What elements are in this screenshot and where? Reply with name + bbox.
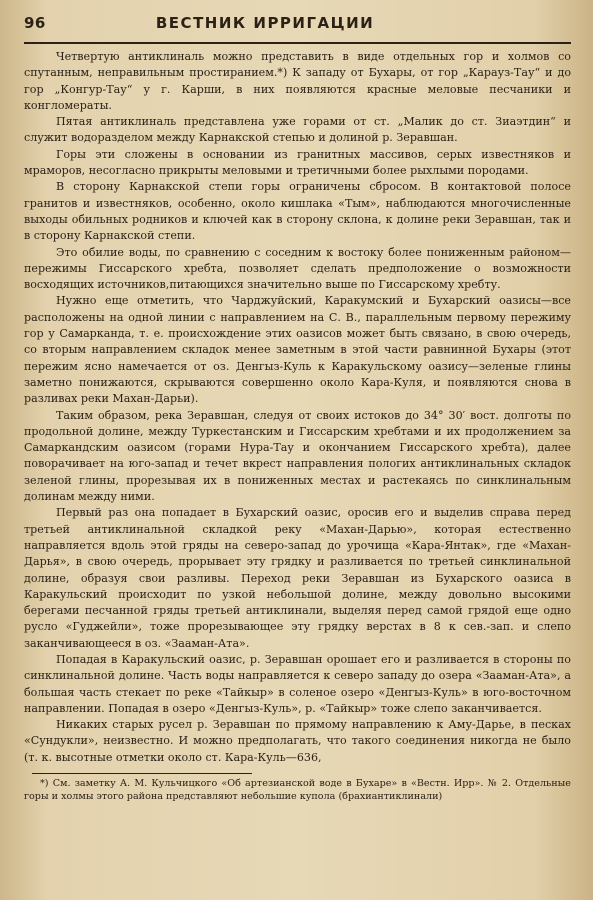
- paragraph: Первый раз она попадает в Бухарский оазис, оросив его и выделив справа перед третьей антиклинальной складкой реку «Махан-Дарью», которая естественно направляется вдоль этой гряды на северо-запад до урочища «Кара-Янтак», где «Махан-Дарья», в свою очередь, прорывает эту грядку и разливается по третьей синклинальной долине, образуя свои разливы. Переход реки Зеравшан из Бухарского оазиса в Каракульский происходит по узкой небольшой долине, между довольно высокими берегами песчанной гряды третьей антиклинали, выделяя перед самой грядой еще одно русло «Гуджейли», тоже прорезывающее эту грядку верстах в 8 к сев.-зап. и слепо заканчивающееся в оз. «Зааман-Ата».: [24, 506, 571, 650]
- paragraph: В сторону Карнакской степи горы ограничены сбросом. В контактовой полосе гранитов и известняков, особенно, около кишлака «Тым», наблюдаются многочисленные выходы обильных родников и ключей как в сторону склона, к долине реки Зеравшан, так и в сторону Карнакской степи.: [24, 180, 571, 243]
- article-body: [24, 49, 571, 766]
- paragraph: Пятая антиклиналь представлена уже горами от ст. „Малик до ст. Зиаэтдин“ и служит водоразделом между Карнакской степью и долиной р. Зеравшан.: [24, 115, 571, 145]
- page-number: 96: [24, 14, 46, 32]
- paragraph: Попадая в Каракульский оазис, р. Зеравшан орошает его и разливается в стороны по синклинальной долине. Часть воды направляется к северо западу до озера «Зааман-Ата», а большая часть стекает по реке «Тайкыр» в соленое озеро «Денгыз-Куль» в юго-восточном направлении. Попадая в озеро «Денгыз-Куль», р. «Тайкыр» тоже слепо заканчивается.: [24, 652, 571, 715]
- paragraph: Никаких старых русел р. Зеравшан по прямому направлению к Аму-Дарье, в песках «Сундукли», неизвестно. И можно предполагать, что такого соединения никогда не было (т. к. высотные отметки около ст. Кара-Куль—636,: [24, 718, 571, 764]
- paragraph: Нужно еще отметить, что Чарджуйский, Каракумский и Бухарский оазисы—все расположены на одной линии с направлением на С. В., параллельным первому пережиму гор у Самарканда, т. е. происхождение этих оазисов может быть связано, в свою очередь, со вторым направлением складок менее заметным в этой части равнинной Бухары (этот пережим ясно намечается от оз. Денгыз-Куль к Каракульскому оазису—зеленые глины заметно понижаются, скрываются совершенно около Кара-Куля, и появляются снова в разливах реки Махан-Дарьи).: [24, 294, 571, 406]
- footnote: *) См. заметку А. М. Кульчицкого «Об артезианской воде в Бухаре» в «Вестн. Ирр». № 2. Отдельные горы и холмы этого района представляют небольшие купола (брахиантиклинали): [24, 778, 571, 803]
- journal-title: ВЕСТНИК ИРРИГАЦИИ: [155, 14, 375, 32]
- header-rule: [24, 42, 571, 44]
- paragraph: Четвертую антиклиналь можно представить в виде отдельных гор и холмов со спутанным, неправильным простиранием.*) К западу от Бухары, от гор „Карауз-Тау“ и до гор „Конгур-Тау“ у г. Карши, в них появляются красные меловые песчаники и конгломераты.: [24, 50, 571, 112]
- paragraph: Это обилие воды, по сравнению с соседним к востоку более пониженным районом—пережимы Гиссарского хребта, позволяет сделать предположение о возможности восходящих источников,питающихся значительно выше по Гиссарскому хребту.: [24, 245, 571, 292]
- footnote-rule: [32, 773, 252, 774]
- page-header: [24, 14, 571, 38]
- paragraph: Горы эти сложены в основании из гранитных массивов, серых известняков и мраморов, несогласно прикрыты меловыми и третичными более рыхлыми породами.: [24, 147, 571, 178]
- paragraph: Таким образом, река Зеравшан, следуя от своих истоков до 34° 30′ вост. долготы по продольной долине, между Туркестанским и Гиссарским хребтами и их продолжением за Самаркандским оазисом (горами Нура-Тау и окончанием Гиссарского хребта), далее поворачивает на юго-запад и течет вкрест направления пологих антиклинальных складок зеленой глины, прорезывая их в пониженных местах и растекаясь по синклинальным долинам между ними.: [24, 408, 571, 504]
